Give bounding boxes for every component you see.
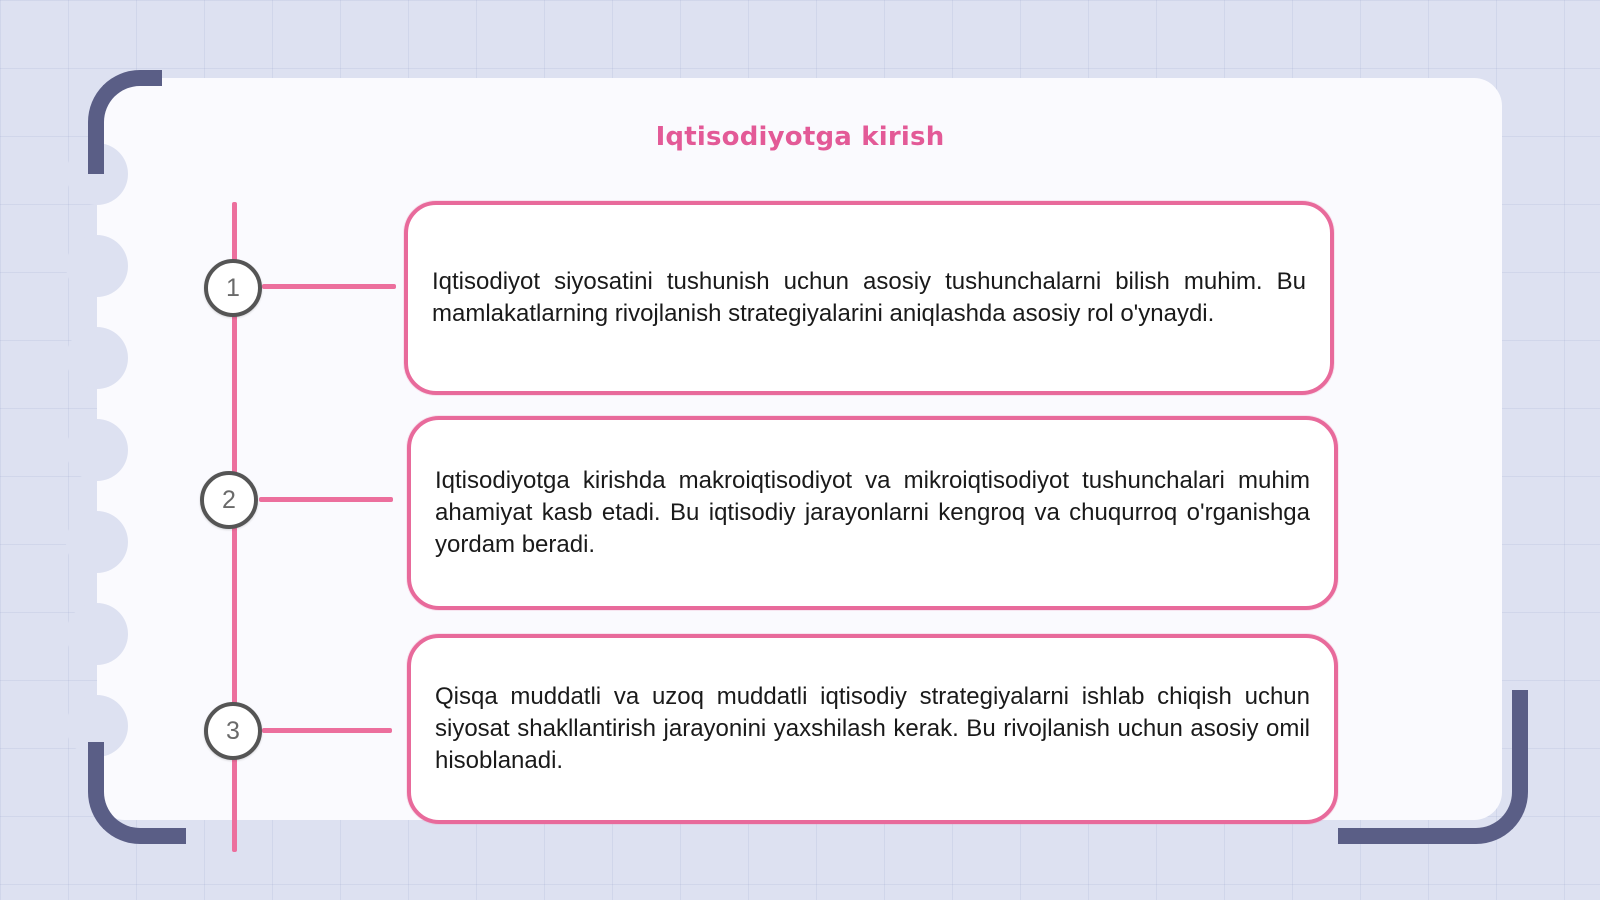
paper-notch xyxy=(66,511,128,573)
step-number-1: 1 xyxy=(204,259,262,317)
frame-corner-bottom-left xyxy=(88,742,186,844)
step-number-2: 2 xyxy=(200,471,258,529)
step-card-1 xyxy=(404,201,1334,395)
frame-corner-bottom-right xyxy=(1338,690,1528,844)
step-text-1: Iqtisodiyot siyosatini tushunish uchun asosiy tushunchalarni bilish muhim. Bu mamlakatlarning rivojlanish strategiyalarini aniqlashda asosiy rol o'ynaydi. xyxy=(432,268,1306,327)
step-text-3: Qisqa muddatli va uzoq muddatli iqtisodiy strategiyalarni ishlab chiqish uchun siyosat shakllantirish jarayonini yaxshilash kerak. Bu rivojlanish uchun asosiy omil hisoblanadi. xyxy=(435,683,1310,774)
paper-notch xyxy=(66,235,128,297)
step-card-3 xyxy=(407,634,1338,824)
step-number-3: 3 xyxy=(204,702,262,760)
timeline-connector xyxy=(262,284,396,289)
paper-notch xyxy=(66,603,128,665)
paper-notch xyxy=(66,419,128,481)
timeline-connector xyxy=(262,728,392,733)
paper-notch xyxy=(66,327,128,389)
timeline-connector xyxy=(259,497,393,502)
slide-title: Iqtisodiyotga kirish xyxy=(655,122,945,152)
step-card-2 xyxy=(407,416,1338,610)
step-text-2: Iqtisodiyotga kirishda makroiqtisodiyot va mikroiqtisodiyot tushunchalari muhim ahamiyat kasb etadi. Bu iqtisodiy jarayonlarni kengroq va chuqurroq o'rganishga yordam beradi. xyxy=(435,467,1310,558)
